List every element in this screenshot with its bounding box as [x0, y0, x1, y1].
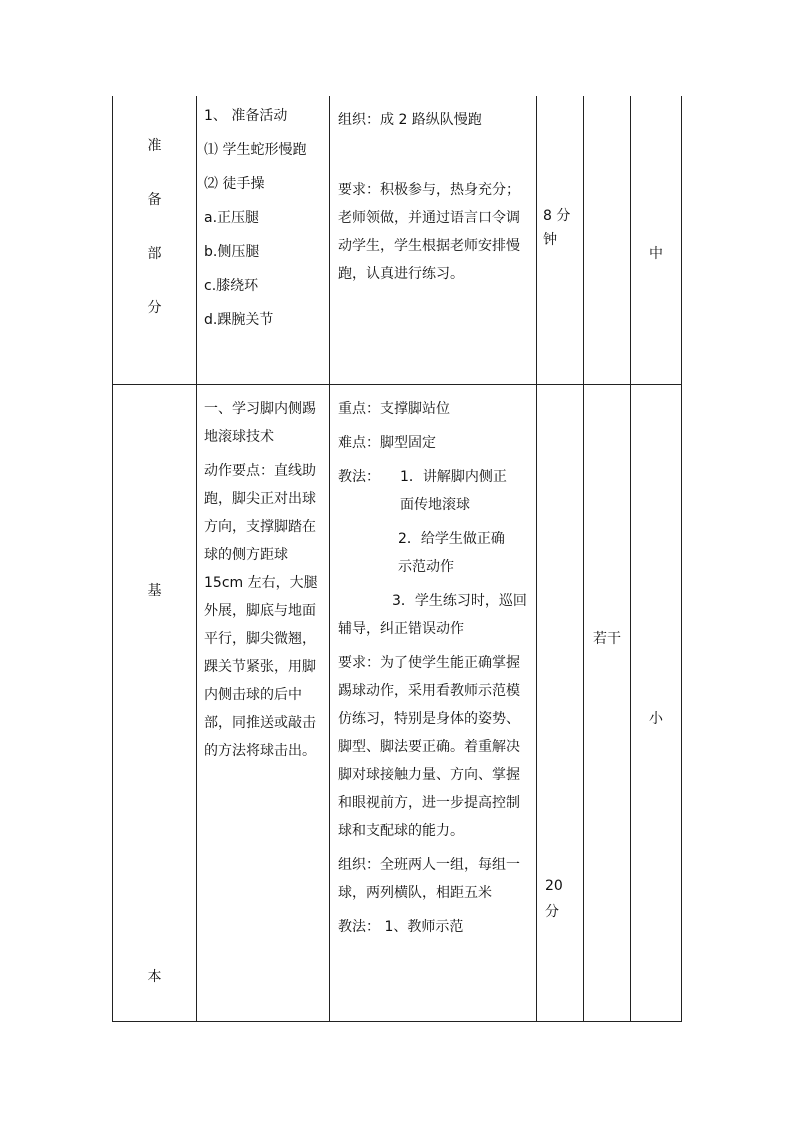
prep-content-cell [197, 96, 330, 384]
prep-label-char: 备 [147, 192, 162, 208]
lesson-plan-table [112, 96, 682, 1022]
prep-time-cell [537, 96, 584, 384]
prep-intensity: 中 [649, 246, 663, 262]
basic-content-cell [197, 384, 330, 1021]
prep-method-cell [330, 96, 537, 384]
basic-teach-3: 3．学生练习时，巡回辅导，纠正错误动作 [338, 592, 527, 637]
prep-requirement: 要求：积极参与，热身充分；老师领做，并通过语言口令调动学生，学生根据老师安排慢跑，认真进行练习。 [338, 182, 520, 282]
prep-label-char: 分 [147, 300, 162, 316]
prep-section-label [113, 96, 197, 384]
basic-time-cell [537, 384, 584, 1021]
prep-intensity-cell [631, 96, 682, 384]
prep-label-char: 部 [147, 246, 162, 262]
basic-section-label [113, 384, 197, 1021]
prep-time: 8 分钟 [543, 208, 571, 248]
prep-section-row [113, 96, 682, 384]
basic-intensity: 小 [649, 710, 663, 727]
prep-content-line: d.踝腕关节 [204, 312, 274, 328]
prep-content-line: b.侧压腿 [204, 244, 260, 260]
basic-count-cell [584, 384, 631, 1021]
basic-label-char: 基 [147, 582, 162, 599]
basic-method-cell [330, 384, 537, 1021]
prep-label-char: 准 [147, 138, 162, 154]
prep-content-line: ⑵ 徒手操 [204, 176, 265, 192]
basic-content-title: 一、学习脚内侧踢地滚球技术 [204, 400, 316, 445]
prep-content-line: 1、 准备活动 [204, 108, 288, 124]
basic-intensity-cell [631, 384, 682, 1021]
basic-requirement: 要求：为了使学生能正确掌握踢球动作，采用看教师示范模仿练习，特别是身体的姿势、脚型、脚法要正确。着重解决脚对球接触力量、方向、掌握和眼视前方，进一步提高控制球和支配球的能力。 [338, 654, 520, 839]
prep-content-line: a.正压腿 [204, 210, 260, 226]
basic-content-body: 动作要点：直线助跑，脚尖正对出球方向，支撑脚踏在球的侧方距球 15cm 左右，大腿外展，脚底与地面平行，脚尖微翘，踝关节紧张，用脚内侧击球的后中部，同推送或敲击的方法将球击出。 [204, 462, 318, 759]
basic-teach-1: 1．讲解脚内侧正面传地滚球 [400, 468, 507, 513]
basic-key-point: 重点：支撑脚站位 [338, 400, 450, 417]
prep-content-line: ⑴ 学生蛇形慢跑 [204, 142, 307, 158]
basic-teach-2: 2．给学生做正确示范动作 [398, 530, 505, 575]
prep-content-line: c.膝绕环 [204, 278, 259, 294]
basic-label-char: 本 [147, 968, 162, 985]
basic-teaching-label: 教法： [338, 468, 380, 485]
prep-count-cell [584, 96, 631, 384]
basic-difficulty: 难点：脚型固定 [338, 434, 436, 451]
basic-teaching-2: 教法： 1、教师示范 [338, 918, 464, 935]
basic-organization: 组织：全班两人一组，每组一球，两列横队，相距五米 [338, 856, 520, 901]
prep-organization: 组织：成 2 路纵队慢跑 [338, 112, 482, 128]
basic-teaching-block [338, 463, 530, 519]
basic-section-row [113, 384, 682, 1021]
basic-count: 若干 [593, 630, 621, 647]
basic-time: 20 分 [545, 877, 563, 920]
